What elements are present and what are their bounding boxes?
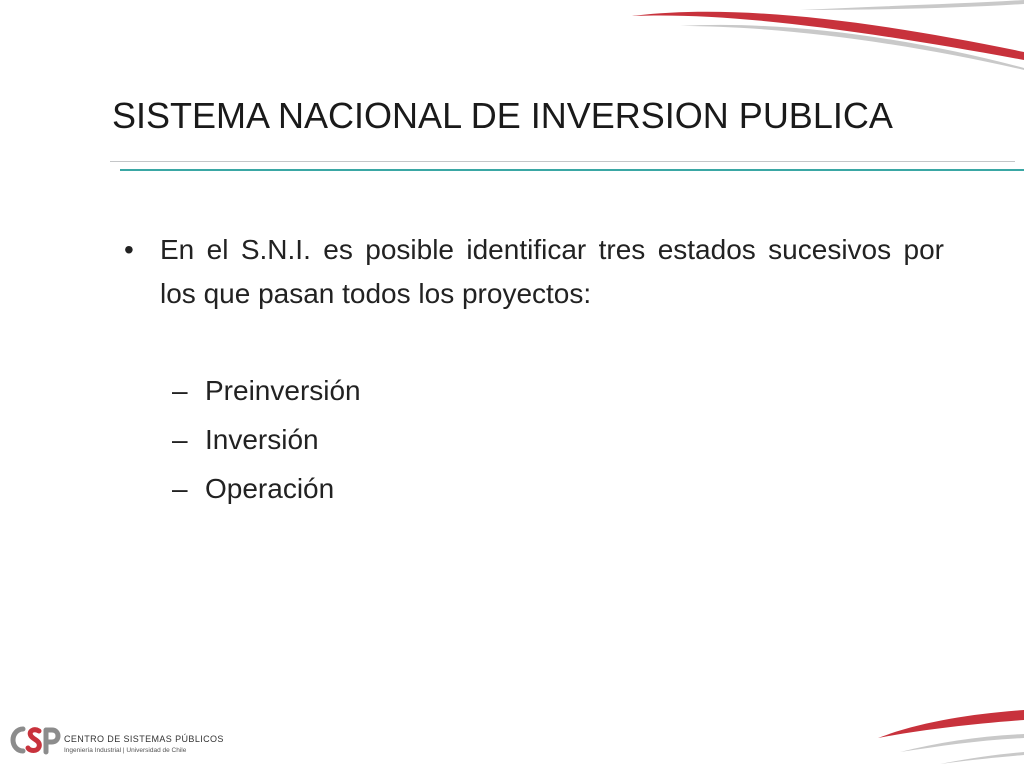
sub-bullet-item (124, 464, 944, 513)
sub-bullet-text-inversion: Inversión (205, 424, 319, 455)
bullet-item (124, 228, 944, 316)
bullet-text: En el S.N.I. es posible identificar tres estados sucesivos por los que pasan todos los proyectos: (160, 234, 944, 309)
csp-logo-mark-icon (6, 719, 66, 761)
sub-bullet-marker: – (172, 424, 188, 455)
sub-bullet-text-preinversion: Preinversión (205, 375, 361, 406)
csp-logo (6, 719, 226, 761)
title-divider-gray (110, 161, 1015, 162)
top-right-swoosh-decoration (620, 0, 1024, 70)
title-divider-teal (120, 169, 1024, 171)
slide-title: SISTEMA NACIONAL DE INVERSION PUBLICA (112, 95, 893, 136)
sub-bullet-marker: – (172, 473, 188, 504)
sub-bullet-item (124, 415, 944, 464)
logo-affiliation: Ingeniería Industrial | Universidad de Chile (64, 747, 187, 754)
bullet-marker: • (124, 234, 134, 265)
logo-organization-name: CENTRO DE SISTEMAS PÚBLICOS (64, 734, 224, 744)
sub-bullet-item (124, 366, 944, 415)
slide-body (124, 228, 944, 513)
sub-bullet-list (124, 366, 944, 513)
sub-bullet-marker: – (172, 375, 188, 406)
bottom-right-swoosh-decoration (870, 700, 1024, 768)
sub-bullet-text-operacion: Operación (205, 473, 335, 504)
